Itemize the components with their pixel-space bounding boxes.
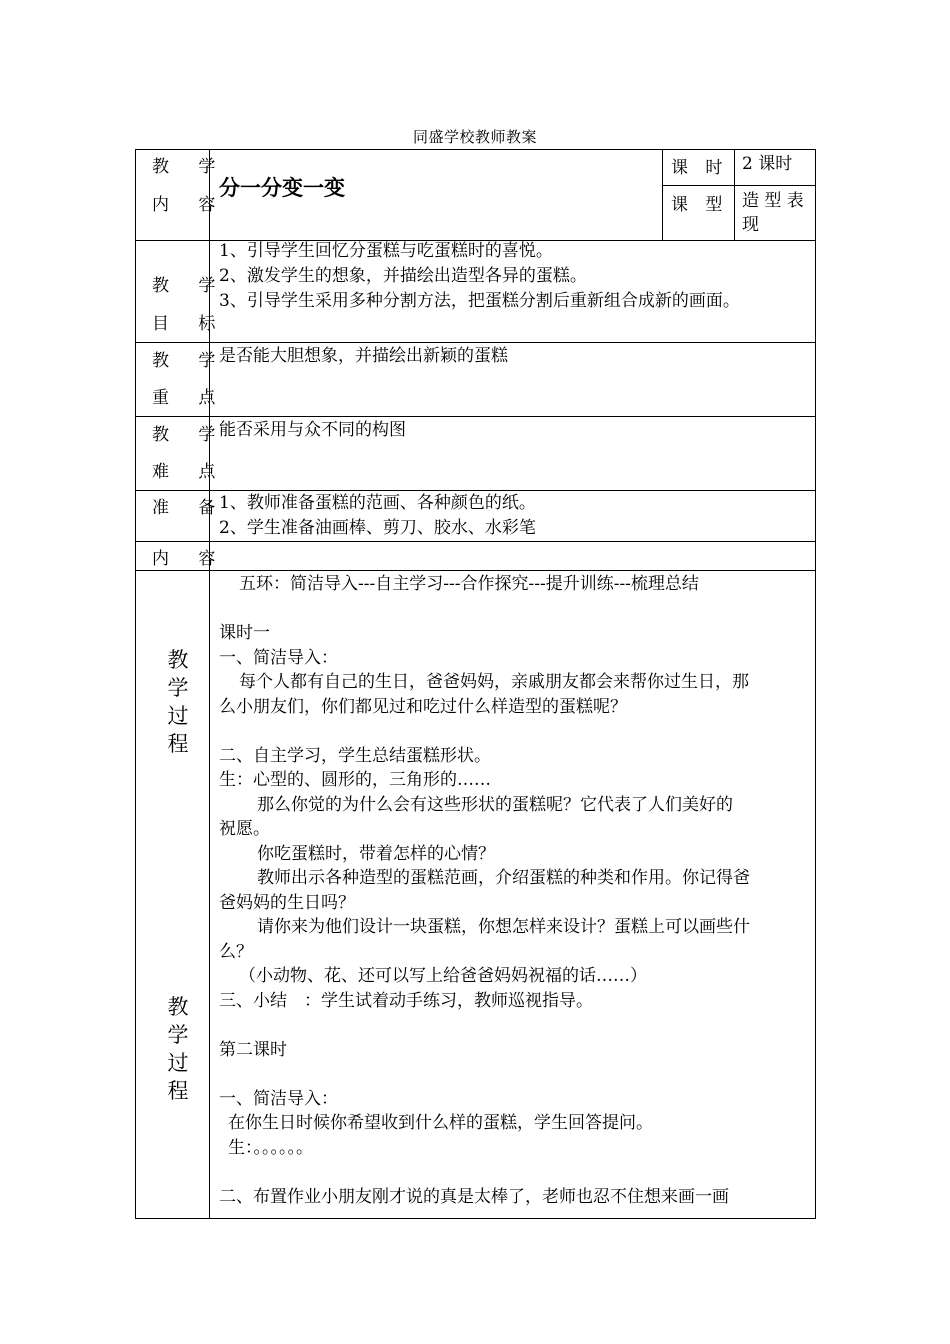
keypoints-text: 是否能大胆想象，并描绘出新颖的蛋糕 <box>219 346 508 366</box>
hours-column-divider <box>662 149 663 241</box>
type-label: 课 型 <box>671 195 729 215</box>
process-line: 一、简洁导入： <box>219 647 338 668</box>
objective-item: 2、激发学生的想象，并描绘出造型各异的蛋糕。 <box>219 266 587 286</box>
objective-item: 1、引导学生回忆分蛋糕与吃蛋糕时的喜悦。 <box>219 241 553 261</box>
process-line: 么小朋友们，你们都见过和吃过什么样造型的蛋糕呢？ <box>219 696 627 717</box>
preparation-label: 准 备 <box>152 498 228 518</box>
process-line: 么？ <box>219 941 253 962</box>
keypoints-label-bottom: 重 点 <box>152 388 228 408</box>
process-line: 一、简洁导入： <box>219 1088 338 1109</box>
lesson-title: 分一分变一变 <box>219 175 345 200</box>
process-content <box>219 572 811 1209</box>
preparation-item: 1、教师准备蛋糕的范画、各种颜色的纸。 <box>219 493 536 513</box>
process-line: 你吃蛋糕时，带着怎样的心情？ <box>257 843 495 864</box>
process-line: 请你来为他们设计一块蛋糕，你想怎样来设计？蛋糕上可以画些什 <box>257 917 750 937</box>
difficulties-text: 能否采用与众不同的构图 <box>219 420 406 440</box>
process-line: 那么你觉的为什么会有这些形状的蛋糕呢？它代表了人们美好的 <box>257 794 733 815</box>
hours-label: 课 时 <box>671 158 729 178</box>
objective-item: 3、引导学生采用多种分割方法，把蛋糕分割后重新组合成新的画面。 <box>219 291 740 311</box>
content-row-divider <box>135 570 816 571</box>
process-line: 课时一 <box>219 623 270 643</box>
process-blank-line <box>219 1013 811 1038</box>
content-label-top: 教 学 <box>152 157 228 177</box>
preparation-item: 2、学生准备油画棒、剪刀、胶水、水彩笔 <box>219 518 536 538</box>
process-line: 生：。。。。。。 <box>228 1137 313 1158</box>
process-line: 每个人都有自己的生日，爸爸妈妈，亲戚朋友都会来帮你过生日，那 <box>239 672 749 692</box>
type-value-line2: 现 <box>742 215 759 235</box>
process-line: 二、布置作业小朋友刚才说的真是太棒了，老师也忍不住想来画一画 <box>219 1186 729 1207</box>
process-line: 爸妈妈的生日吗？ <box>219 892 355 913</box>
objectives-label-bottom: 目 标 <box>152 314 228 334</box>
hours-row-divider <box>662 185 816 186</box>
process-blank-line <box>219 1160 811 1185</box>
process-line: 教师出示各种造型的蛋糕范画，介绍蛋糕的种类和作用。你记得爸 <box>257 868 750 888</box>
keypoints-label-top: 教 学 <box>152 351 228 371</box>
process-blank-line <box>219 1062 811 1087</box>
process-blank-line <box>219 597 811 622</box>
type-value-line1: 造 型 表 <box>742 191 804 211</box>
process-blank-line <box>219 719 811 744</box>
objectives-label-top: 教 学 <box>152 276 228 296</box>
hours-value: 2 课时 <box>742 154 793 174</box>
process-label-upper: 教 学 过 程 <box>167 648 189 756</box>
content-row-label: 内 容 <box>152 549 228 569</box>
difficulties-label-bottom: 难 点 <box>152 462 228 482</box>
process-line: （小动物、花、还可以写上给爸爸妈妈祝福的话……） <box>239 966 647 986</box>
process-line: 祝愿。 <box>219 819 270 839</box>
difficulties-label-top: 教 学 <box>152 425 228 445</box>
process-line: 三、小结 ：学生试着动手练习，教师巡视指导。 <box>219 990 593 1011</box>
process-line: 在你生日时候你希望收到什么样的蛋糕，学生回答提问。 <box>228 1113 653 1133</box>
process-line: 生：心型的、圆形的，三角形的…… <box>219 770 491 790</box>
process-line: 五环：简洁导入---自主学习---合作探究---提升训练---梳理总结 <box>239 574 699 594</box>
content-label-bottom: 内 容 <box>152 195 228 215</box>
preparation-row-divider <box>135 541 816 542</box>
process-line: 第二课时 <box>219 1039 287 1060</box>
document-title: 同盛学校教师教案 <box>412 128 537 146</box>
process-label-lower: 教 学 过 程 <box>167 995 189 1103</box>
value-column-divider <box>734 149 735 241</box>
process-line: 二、自主学习，学生总结蛋糕形状。 <box>219 745 491 766</box>
